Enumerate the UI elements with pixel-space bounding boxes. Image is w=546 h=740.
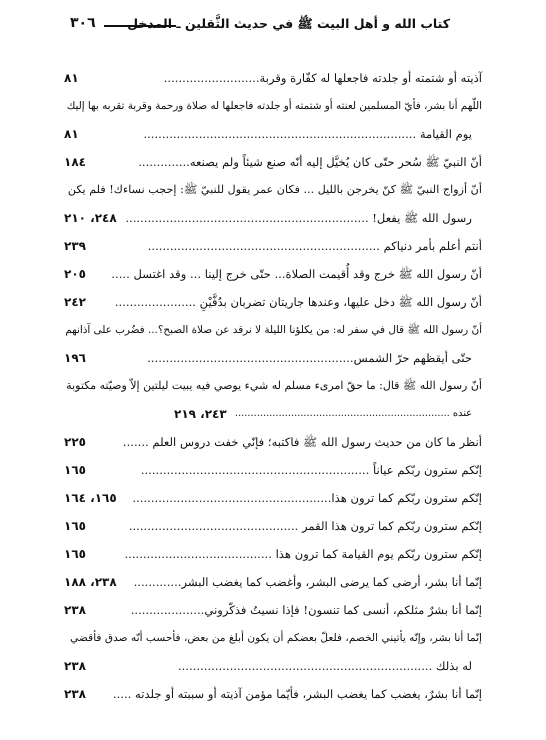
entry-page-numbers: ٢٢٥ [64, 435, 86, 449]
entry-text: اللّهم أنا بشر، فأيّ المسلمين لعنته أو شتمته أو جلدته فاجعلها له صلاة ورحمة وقربة تقربه بها إليك [66, 100, 482, 112]
index-entry [64, 568, 482, 596]
entry-text: حتّى أيقظهم حرّ الشمس........................................................ [147, 351, 472, 365]
index-entry [64, 680, 482, 708]
entry-text: أنّ رسول الله ﷺ قال: ما حقّ امرىء مسلم له شيء يوصي فيه يبيت ليلتين إلاّ وصيّته مكتوبة [66, 379, 482, 392]
hadith-index-list [64, 64, 482, 708]
index-entry [64, 428, 482, 456]
entry-page-numbers: ١٦٥ [64, 519, 86, 533]
index-entry [64, 512, 482, 540]
entry-page-numbers: ٢٣٨ [64, 659, 86, 673]
page-number: ٣٠٦ [70, 15, 96, 31]
entry-text: رسول الله ﷺ يفعل! .................................................................. [125, 211, 472, 225]
entry-page-numbers: ٢٣٨ [64, 687, 86, 701]
entry-page-numbers: ١٩٦ [64, 351, 86, 365]
entry-text: أنّ رسول الله ﷺ دخل عليها، وعندها جاريتان تضربان بدُفَّيْنِ ...................... [114, 295, 482, 309]
entry-text: أنّ النبيّ ﷺ سُحر حتّى كان يُخيَّل إليه أنّه صنع شيئاً ولم يصنعه.............. [138, 155, 482, 169]
index-entry [64, 92, 482, 120]
index-entry [64, 624, 482, 652]
entry-text: أنتم أعلم بأمر دنياكم ............................................................... [147, 239, 482, 253]
index-entry [64, 372, 482, 400]
index-entry [64, 176, 482, 204]
entry-page-numbers: ٢٤٢ [64, 295, 86, 309]
entry-text: إنّكم سترون ربّكم كما ترون هذا القمر .............................................. [128, 519, 482, 533]
entry-text: له بذلك ..................................................................... [177, 659, 472, 673]
entry-page-numbers: ١٨٤ [64, 155, 86, 169]
running-title: كتاب الله و أهل البيت ﷺ في حديث الثَّقلين ـ المدخل [127, 16, 450, 31]
entry-page-numbers: ١٦٥ [64, 463, 86, 477]
index-entry [64, 652, 482, 680]
index-entry [64, 64, 482, 92]
entry-page-numbers: ١٦٥ [64, 547, 86, 561]
index-entry [64, 456, 482, 484]
index-entry [64, 288, 482, 316]
index-entry [64, 204, 482, 232]
entry-page-numbers: ٢٣٨ [64, 603, 86, 617]
entry-page-numbers: ٢٣٨، ١٨٨ [64, 575, 117, 589]
entry-text: أنّ رسول الله ﷺ خرج وقد أُقيمت الصلاة... حتّى خرج إلينا ... وقد اغتسل ..... [111, 267, 482, 281]
entry-page-numbers: ١٦٥، ١٦٤ [64, 491, 117, 505]
entry-text: عنده ..................................................................... [234, 408, 472, 419]
entry-text: إنّما أنا بشرٌ مثلكم، أنسى كما تنسون! فإذا نسيتُ فذكّروني.................... [130, 603, 482, 617]
entry-page-numbers: ٨١ [64, 71, 79, 85]
page-header [70, 14, 480, 36]
index-entry [64, 232, 482, 260]
entry-page-numbers: ٢٣٩ [64, 239, 86, 253]
entry-text: أنّ رسول الله ﷺ قال في سفر له: من يكلؤنا الليلة لا نرقد عن صلاة الصبح؟... فضُرب على آذانهم [65, 324, 482, 336]
entry-text: إنّما أنا بشر، وإنّه يأتيني الخصم، فلعلّ بعضكم أن يكون أبلغ من بعض، فأحسب أنّه صدق فأقضي [70, 632, 482, 644]
index-entry [64, 148, 482, 176]
index-entry [64, 260, 482, 288]
index-entry [64, 596, 482, 624]
entry-text: آذيته أو شتمته أو جلدته فاجعلها له كفّارة وقربة.......................... [163, 71, 482, 85]
entry-text: إنّكم سترون ربّكم عياناً .............................................................. [140, 463, 482, 477]
entry-page-numbers: ٢٠٥ [64, 267, 86, 281]
entry-page-numbers: ٢٤٣، ٢١٩ [174, 407, 227, 421]
entry-text: أنظر ما كان من حديث رسول الله ﷺ فاكتبه؛ فإنّي خفت دروس العلم ....... [122, 435, 482, 449]
entry-text: إنّكم سترون ربّكم كما ترون هذا...................................................... [132, 491, 482, 505]
index-entry [64, 540, 482, 568]
entry-page-numbers: ٨١ [64, 127, 79, 141]
index-entry [64, 484, 482, 512]
entry-text: إنّما أنا بشرٌ، يغضب كما يغضب البشر، فأيّما مؤمن آذيته أو سببته أو جلدته ..... [112, 687, 482, 701]
entry-text: يوم القيامة .......................................................................... [143, 127, 472, 141]
entry-text: إنّما أنا بشر، أرضى كما يرضى البشر، وأغضب كما يغضب البشر............. [133, 575, 482, 589]
entry-text: إنّكم سترون ربّكم يوم القيامة كما ترون هذا ........................................ [124, 547, 482, 561]
entry-text: أنّ أزواج النبيّ ﷺ كنّ يخرجن بالليل ... فكان عمر يقول للنبيّ ﷺ: إحجب نساءك! فلم يكن [67, 183, 482, 196]
index-entry [64, 400, 482, 428]
entry-page-numbers: ٢٤٨، ٢١٠ [64, 211, 117, 225]
index-entry [64, 120, 482, 148]
index-entry [64, 316, 482, 344]
index-entry [64, 344, 482, 372]
